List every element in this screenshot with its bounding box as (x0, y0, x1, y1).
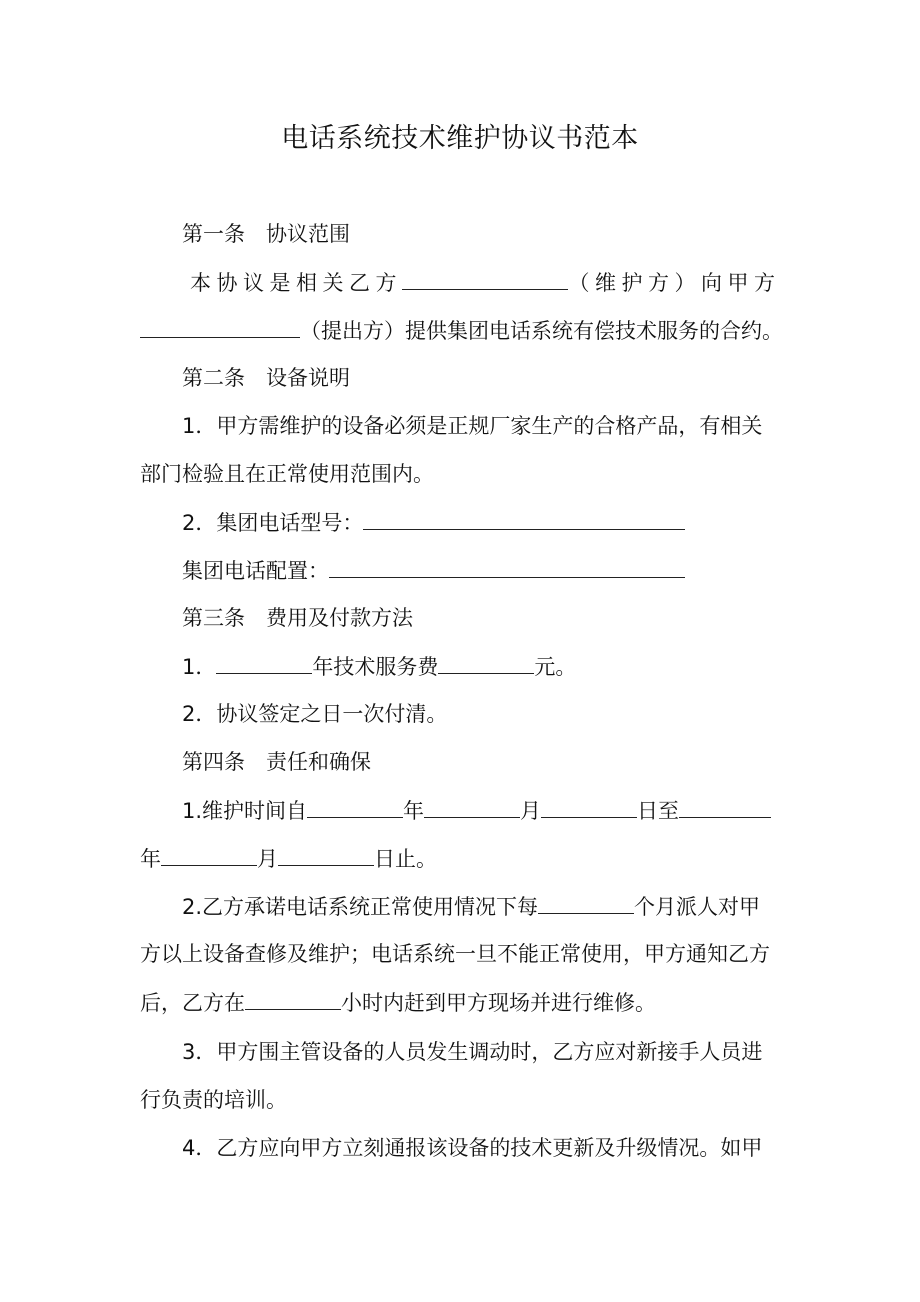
blank-field-start-day (541, 795, 637, 818)
text-segment: 集团电话配置： (182, 559, 329, 583)
text-segment: 年 (140, 847, 161, 871)
article-4-item-2-line-2: 方以上设备查修及维护；电话系统一旦不能正常使用，甲方通知乙方 (140, 942, 770, 966)
blank-field-end-month (161, 843, 257, 866)
text-segment: 日止。 (374, 847, 437, 871)
text-segment: 元。 (534, 655, 577, 679)
document-title: 电话系统技术维护协议书范本 (281, 123, 639, 154)
blank-field-maintainer (402, 267, 568, 290)
article-4-item-2-line-1 (182, 891, 760, 922)
article-4-item-4-line-1: 4．乙方应向甲方立刻通报该设备的技术更新及升级情况。如甲 (182, 1136, 763, 1160)
article-2-item-2 (182, 507, 685, 538)
text-segment: 小时内赶到甲方现场并进行维修。 (341, 991, 656, 1015)
article-1-paragraph-line-2 (140, 315, 783, 346)
article-4-item-3-line-2: 行负责的培训。 (140, 1088, 287, 1112)
text-segment: 2．集团电话型号： (182, 511, 364, 535)
blank-field-years (216, 651, 312, 674)
blank-field-start-month (424, 795, 520, 818)
text-segment: 月 (520, 799, 542, 823)
article-1-heading: 第一条 协议范围 (182, 222, 350, 246)
blank-field-end-year (679, 795, 771, 818)
article-2-item-1-line-2: 部门检验且在正常使用范围内。 (140, 462, 434, 486)
text-segment: 1.维护时间自 (182, 799, 308, 823)
text-segment: （提出方）提供集团电话系统有偿技术服务的合约。 (300, 319, 783, 343)
text-segment: （维护方）向甲方 (568, 271, 780, 295)
blank-field-phone-config (329, 555, 685, 578)
blank-field-fee (438, 651, 534, 674)
blank-field-start-year (307, 795, 403, 818)
article-2-heading: 第二条 设备说明 (182, 366, 350, 390)
text-segment: 本协议是相关乙方 (190, 271, 402, 295)
article-4-item-1-line-1 (182, 795, 771, 826)
article-2-item-3 (182, 555, 685, 586)
article-4-item-3-line-1: 3．甲方围主管设备的人员发生调动时，乙方应对新接手人员进 (182, 1040, 763, 1064)
article-1-paragraph-line-1 (190, 267, 780, 298)
text-segment: 年技术服务费 (312, 655, 439, 679)
blank-field-end-day (278, 843, 374, 866)
blank-field-requester (140, 315, 300, 338)
text-segment: 日至 (637, 799, 680, 823)
text-segment: 年 (403, 799, 425, 823)
article-4-item-2-line-3 (140, 987, 656, 1018)
text-segment: 月 (257, 847, 278, 871)
text-segment: 1． (182, 655, 217, 679)
article-3-item-2: 2．协议签定之日一次付清。 (182, 702, 448, 726)
article-3-item-1 (182, 651, 576, 682)
text-segment: 2.乙方承诺电话系统正常使用情况下每 (182, 895, 539, 919)
text-segment: 后，乙方在 (140, 991, 245, 1015)
article-3-heading: 第三条 费用及付款方法 (182, 606, 413, 630)
article-4-item-1-line-2 (140, 843, 437, 874)
blank-field-hours (245, 987, 341, 1010)
text-segment: 个月派人对甲 (634, 895, 761, 919)
blank-field-months (538, 891, 634, 914)
article-4-heading: 第四条 责任和确保 (182, 750, 371, 774)
blank-field-phone-model (363, 507, 685, 530)
article-2-item-1-line-1: 1．甲方需维护的设备必须是正规厂家生产的合格产品，有相关 (182, 414, 763, 438)
